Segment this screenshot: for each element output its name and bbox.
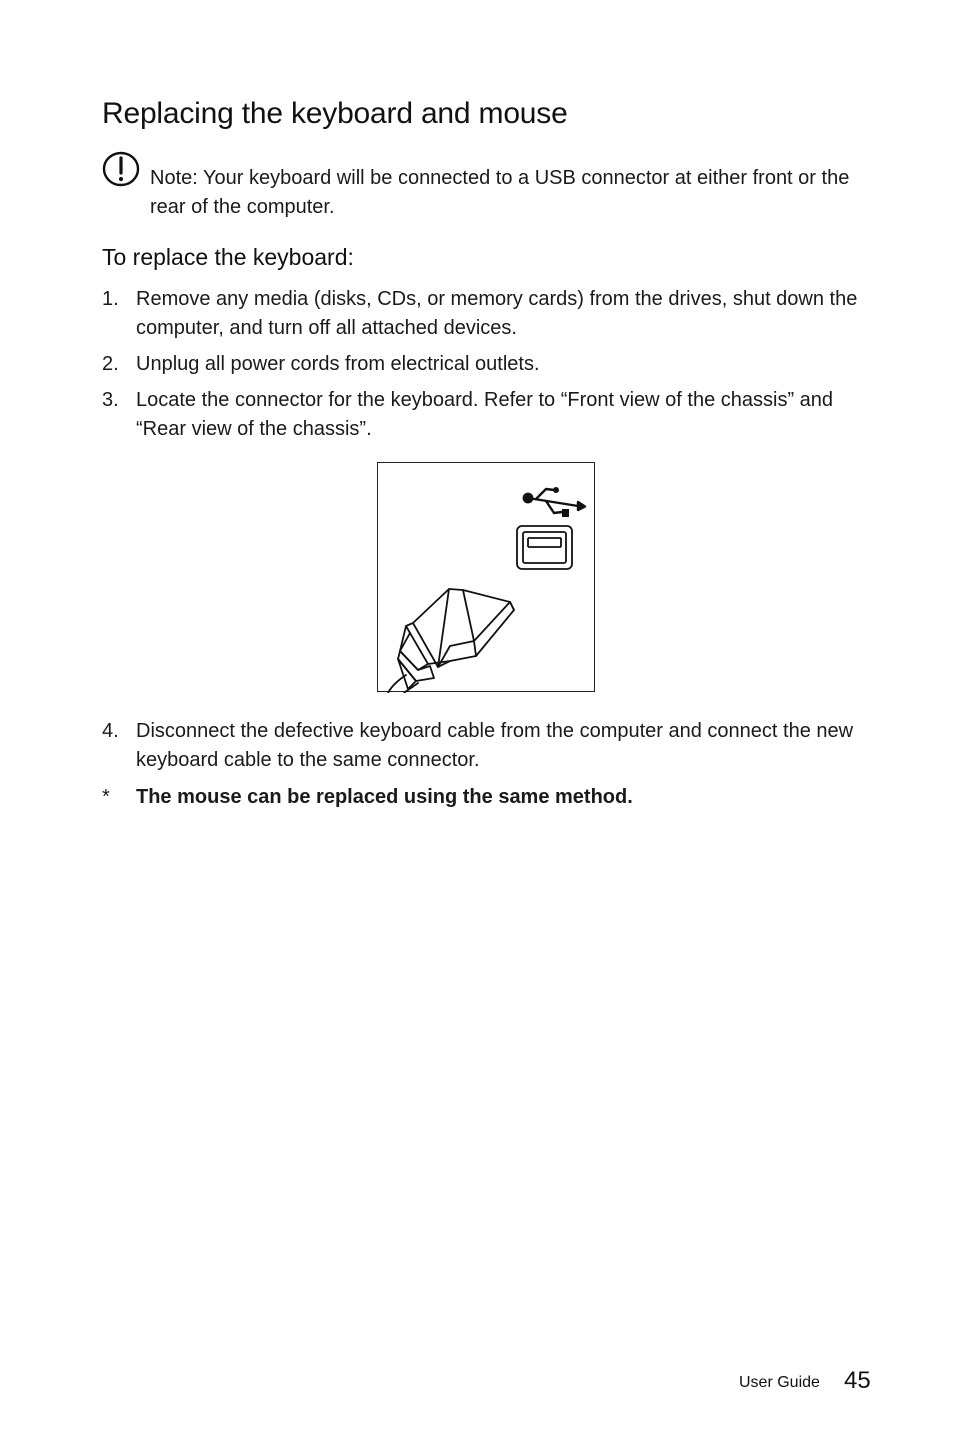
usb-symbol-icon <box>524 489 585 513</box>
list-item <box>102 386 882 444</box>
list-item <box>102 350 882 379</box>
list-item <box>102 285 882 343</box>
step-text: Disconnect the defective keyboard cable from the computer and connect the new keyboard cable to the same connector. <box>136 720 854 771</box>
step-number: 3. <box>102 389 119 411</box>
list-item <box>102 717 882 775</box>
usb-connector-drawing <box>378 463 596 693</box>
remark-marker: * <box>102 786 110 808</box>
step-text: Locate the connector for the keyboard. Refer to “Front view of the chassis” and “Rear view of the chassis”. <box>136 389 834 440</box>
note-label: Note: <box>150 167 198 189</box>
usb-symbol-square-icon <box>562 509 569 517</box>
step-number: 2. <box>102 353 119 375</box>
exclamation-icon <box>102 151 140 187</box>
note-body: Your keyboard will be connected to a USB connector at either front or the rear of the computer. <box>150 167 850 218</box>
page-title: Replacing the keyboard and mouse <box>102 97 568 130</box>
step-text: Remove any media (disks, CDs, or memory cards) from the drives, shut down the computer, and turn off all attached devices. <box>136 288 858 339</box>
usb-port-icon <box>517 526 572 569</box>
note-text <box>150 164 880 222</box>
footer-label: User Guide <box>739 1374 820 1391</box>
step-number: 1. <box>102 288 119 310</box>
step-text: Unplug all power cords from electrical outlets. <box>136 353 540 375</box>
page-number: 45 <box>844 1367 871 1394</box>
step-number: 4. <box>102 720 119 742</box>
remark-item <box>102 783 882 812</box>
section-subheading: To replace the keyboard: <box>102 244 354 270</box>
remark-text: The mouse can be replaced using the same method. <box>136 786 633 808</box>
usb-connector-illustration <box>377 462 595 692</box>
usb-symbol-dot-icon <box>553 487 559 493</box>
usb-plug-icon <box>388 589 514 693</box>
